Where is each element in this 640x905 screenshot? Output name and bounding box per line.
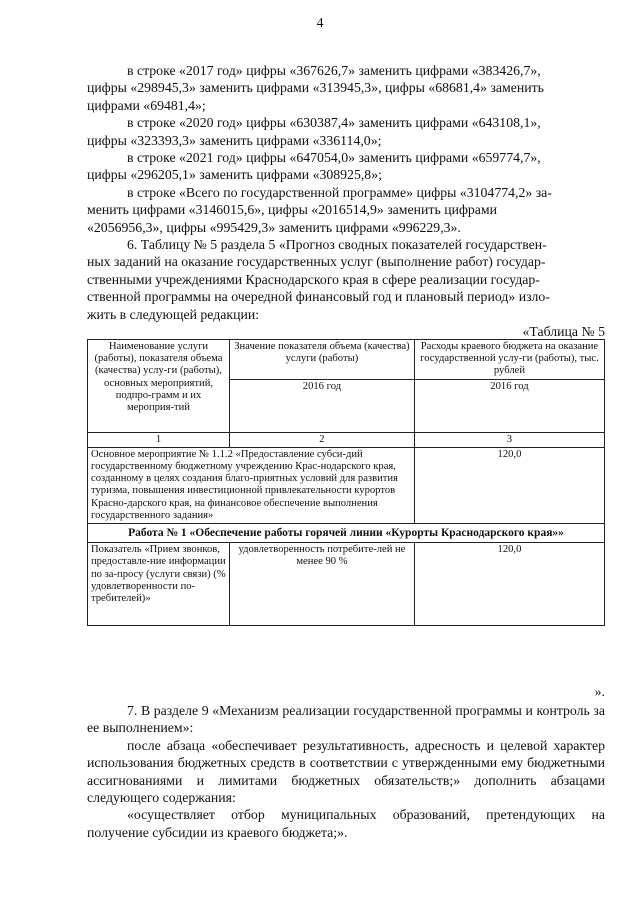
indicator-name: Показатель «Прием звонков, предоставле-ние информации по за-просу (услуги связи) (% удовлетворенности по-требителей)»	[88, 543, 230, 626]
header-service-name: Наименование услуги (работы), показателя объема (качества) услу-ги (работы), основных мероприятий, подпро-грамм и их мероприя-тий	[88, 340, 230, 433]
work-title: Работа № 1 «Обеспечение работы горячей линии «Курорты Краснодарского края»»	[88, 524, 605, 543]
column-number: 3	[414, 432, 604, 447]
column-number: 1	[88, 432, 230, 447]
text-line: цифры «296205,1» заменить цифрами «308925,8»;	[87, 167, 382, 183]
text-line: в строке «2021 год» цифры «647054,0» заменить цифрами «659774,7»,	[127, 150, 541, 166]
section-nine-text	[87, 702, 605, 841]
indicator-cost: 120,0	[414, 543, 604, 626]
indicator-value: удовлетворенность потребите-лей не менее 90 %	[229, 543, 414, 626]
table-caption: «Таблица № 5	[522, 324, 605, 339]
text-line: в строке «2020 год» цифры «630387,4» заменить цифрами «643108,1»,	[127, 115, 541, 131]
forecast-table	[87, 339, 605, 626]
text-line: в строке «2017 год» цифры «367626,7» заменить цифрами «383426,7»,	[127, 63, 541, 78]
header-year-expenses: 2016 год	[414, 379, 604, 432]
header-indicator-value: Значение показателя объема (качества) услуги (работы)	[229, 340, 414, 380]
activity-text: Основное мероприятие № 1.1.2 «Предоставление субси-дий государственному бюджетному учреждению Крас-нодарского края, созданному в целях создания благо-приятных условий для развития туризма, повышения инвестиционной привлекательности курортов Красно-дарского края, на финансовое обеспечение выполнения государственного задания»	[91, 448, 398, 521]
text-line: «2056956,3», цифры «995429,3» заменить цифрами «996229,3».	[87, 219, 461, 235]
text-line: менить цифрами «3146015,6», цифры «2016514,9» заменить цифрами	[87, 202, 498, 218]
paragraph: 7. В разделе 9 «Механизм реализации государственной программы и контроль за ее выполнением»:	[87, 703, 605, 736]
paragraph: «осуществляет отбор муниципальных образований, претендующих на получение субсидии из краевого бюджета;».	[87, 807, 605, 840]
text-line: цифрами «69481,4»;	[87, 97, 206, 113]
text-line: в строке «Всего по государственной программе» цифры «3104774,2» за-	[127, 184, 552, 200]
text-line: жить в следующей редакции:	[87, 306, 260, 322]
closing-quote: ».	[594, 684, 605, 699]
text-line: ственными учреждениями Краснодарского края в сфере реализации государ-	[87, 271, 540, 287]
page-number: 4	[316, 16, 324, 31]
paragraph: после абзаца «обеспечивает результативность, адресность и целевой характер использования бюджетных средств в соответствии с утвержденными ему бюджетными ассигнованиями и лимитами бюджетных обязательств;» дополнить абзацами следующего содержания:	[87, 737, 605, 806]
text-line: ственной программы на очередной финансовый год и плановый период» изло-	[87, 289, 550, 305]
text-line: ных заданий на оказание государственных услуг (выполнение работ) государ-	[87, 254, 546, 270]
header-year-value: 2016 год	[229, 379, 414, 432]
text-line: цифры «298945,3» заменить цифрами «313945,3», цифры «68681,4» заменить	[87, 80, 544, 96]
column-number: 2	[229, 432, 414, 447]
text-line: 6. Таблицу № 5 раздела 5 «Прогноз сводных показателей государствен-	[127, 237, 547, 253]
header-expenses: Расходы краевого бюджета на оказание государственной услу-ги (работы), тыс. рублей	[414, 340, 604, 380]
text-line: цифры «323393,3» заменить цифрами «336114,0»;	[87, 132, 382, 148]
activity-cell	[88, 447, 415, 523]
activity-value: 120,0	[414, 447, 604, 523]
amendments-text	[87, 62, 605, 323]
